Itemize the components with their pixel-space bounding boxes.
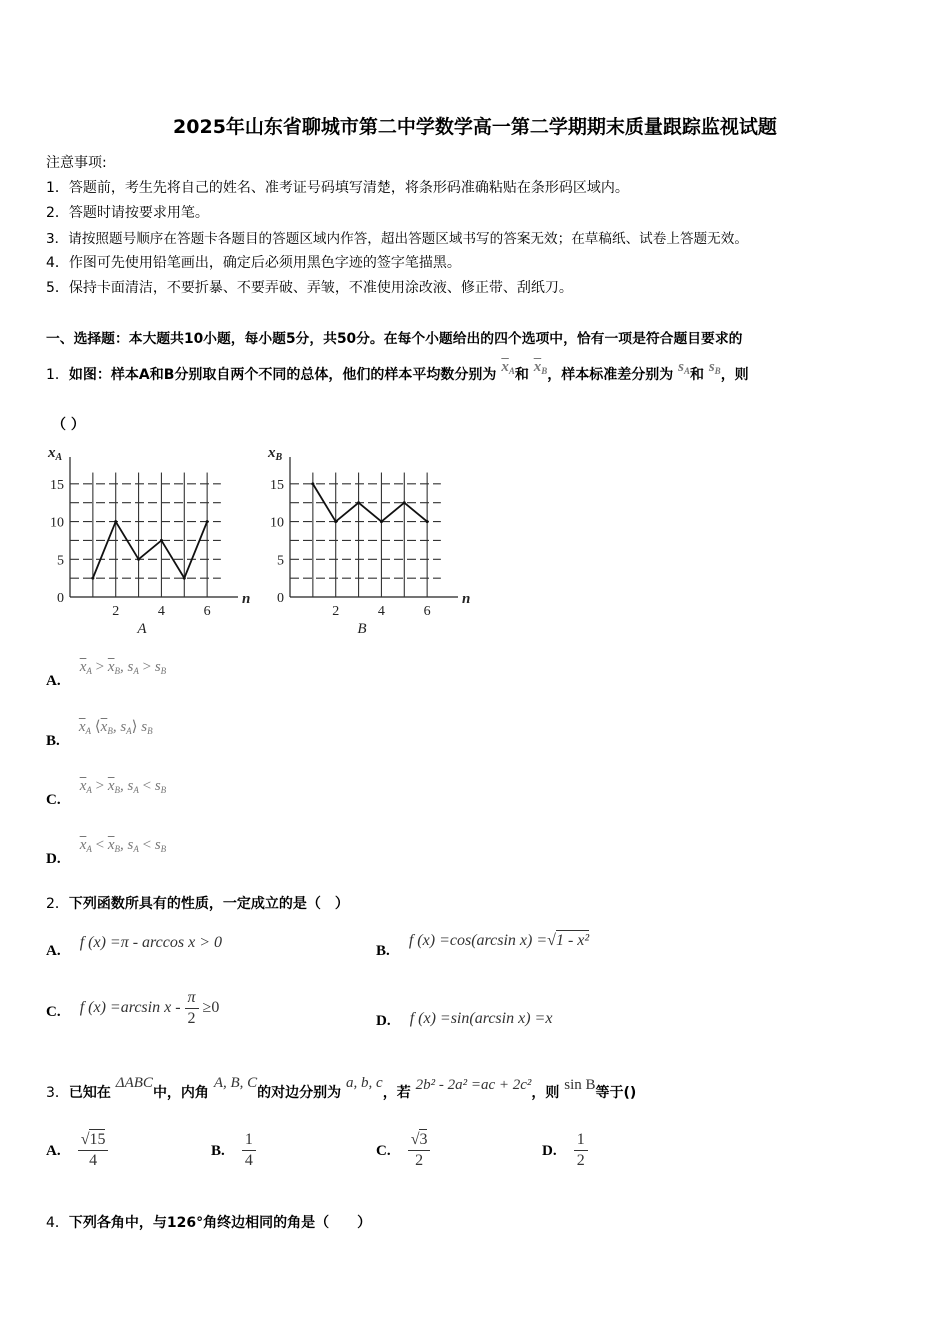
option-label: A. xyxy=(46,1143,61,1159)
q3-option-c xyxy=(376,1130,430,1171)
question-4 xyxy=(46,1212,371,1232)
question-number: 3． xyxy=(46,1085,69,1101)
q1-text-b: ，样本标准差分别为 xyxy=(547,367,674,383)
notice-item-5: 5．保持卡面清洁，不要折暴、不要弄破、弄皱，不准使用涂改液、修正带、刮纸刀。 xyxy=(46,280,573,296)
x-tick-label: 2 xyxy=(112,604,120,619)
x-axis-label: n xyxy=(242,591,251,607)
y-tick-label: 15 xyxy=(270,477,284,493)
option-label: D. xyxy=(46,851,61,867)
q2-option-d xyxy=(376,1008,552,1028)
q3-option-a xyxy=(46,1130,108,1171)
y-tick-label: 10 xyxy=(50,515,64,531)
x-tick-label: 4 xyxy=(377,604,385,619)
x-tick-label: 4 xyxy=(157,604,165,619)
q3-condition: 2b² - 2a² =ac + 2c² xyxy=(415,1077,532,1093)
q3-sides: a, b, c xyxy=(346,1075,383,1091)
data-point xyxy=(380,520,383,523)
q4-text: 下列各角中，与126°角终边相同的角是（ ） xyxy=(68,1215,372,1231)
q1-option-d xyxy=(46,834,167,867)
notice-item-1: 1．答题前，考生先将自己的姓名、准考证号码填写清楚，将条形码准确粘贴在条形码区域内。 xyxy=(46,180,629,196)
option-expr: $\overline{x}_A > \overline{x}_B$, $s_A > s_B$ xyxy=(79,659,167,676)
option-label: B. xyxy=(211,1143,225,1159)
std-b: $s_B$ xyxy=(708,359,721,376)
option-expr: f (x) =sin(arcsin x) =x xyxy=(409,1010,553,1027)
fraction: $\frac{1}{2}$ xyxy=(574,1130,588,1171)
data-point xyxy=(91,577,94,580)
question-3: 3．已知在 ΔABC中，内角 A, B, C的对边分别为 a, b, c，若 2b² - 2a² =ac + 2c²，则 sin B等于() xyxy=(46,1075,637,1101)
series-line xyxy=(93,522,207,579)
q3-option-d xyxy=(542,1130,588,1171)
question-number: 4． xyxy=(46,1215,69,1231)
option-label: C. xyxy=(46,1004,61,1021)
x-tick-label: 6 xyxy=(203,604,211,619)
q2-option-c xyxy=(46,988,219,1029)
notice-item-3: 3．请按照题号顺序在答题卡各题目的答题区域内作答，超出答题区域书写的答案无效；在草稿纸、试卷上答题无效。 xyxy=(46,231,748,247)
q1-paren: （ ） xyxy=(52,417,85,433)
q1-option-b xyxy=(46,716,153,749)
data-point xyxy=(426,520,429,523)
x-tick-label: 6 xyxy=(423,604,431,619)
q1-and-1: 和 xyxy=(514,367,529,383)
option-expr: $\overline{x}_A < \overline{x}_B$, $s_A < s_B$ xyxy=(79,837,167,854)
q1-and-2: 和 xyxy=(689,367,704,383)
data-point xyxy=(334,520,337,523)
option-expr: f (x) =arcsin x - $\frac{\pi}{2}$ ≥0 xyxy=(79,989,220,1027)
y-tick-label: 5 xyxy=(57,553,64,569)
question-number: 1． xyxy=(46,367,69,383)
mean-b: $\overline{x}_B$ xyxy=(533,359,548,376)
question-2 xyxy=(46,893,349,913)
q1-option-a xyxy=(46,656,167,689)
q1-text-a: 如图：样本A和B分别取自两个不同的总体，他们的样本平均数分别为 xyxy=(68,367,497,383)
q2-text: 下列函数所具有的性质，一定成立的是（ ） xyxy=(68,896,349,912)
q3-triangle: ΔABC xyxy=(115,1075,153,1091)
q1-text-c: ，则 xyxy=(720,367,749,383)
y-tick-label: 10 xyxy=(270,515,284,531)
chart-title: A xyxy=(137,621,147,637)
mean-a: $\overline{x}_A$ xyxy=(501,359,515,376)
q3-option-b xyxy=(211,1130,256,1171)
option-expr: $\overline{x}_A > \overline{x}_B$, $s_A < s_B$ xyxy=(79,778,167,795)
y-tick-label: 5 xyxy=(277,553,284,569)
q3-target: sin B xyxy=(564,1077,596,1093)
notice-item-4: 4．作图可先使用铅笔画出，确定后必须用黑色字迹的签字笔描黑。 xyxy=(46,255,461,271)
x-axis-label: n xyxy=(462,591,471,607)
std-a: $s_A$ xyxy=(678,359,690,376)
fraction: $\frac{1}{4}$ xyxy=(242,1130,256,1171)
question-number: 2． xyxy=(46,896,69,912)
q1-option-c xyxy=(46,775,167,808)
option-expr: f (x) =π - arccos x > 0 xyxy=(79,934,222,951)
data-point xyxy=(160,539,163,542)
question-1 xyxy=(46,359,749,384)
page-title: 2025年山东省聊城市第二中学数学高一第二学期期末质量跟踪监视试题 xyxy=(173,116,777,138)
section-heading: 一、选择题：本大题共10小题，每小题5分，共50分。在每个小题给出的四个选项中，恰有一项是符合题目要求的 xyxy=(46,331,743,347)
data-point xyxy=(403,501,406,504)
y-axis-label: $x_B$ xyxy=(268,445,283,463)
option-label: C. xyxy=(376,1143,391,1159)
fraction: $\frac{√15}{4}$ xyxy=(78,1130,109,1171)
data-point xyxy=(357,501,360,504)
q2-option-a xyxy=(46,932,222,959)
y-tick-label: 15 xyxy=(50,477,64,493)
option-label: D. xyxy=(542,1143,557,1159)
option-expr: $\overline{x}_A$ $⟨\overline{x}_B$, $s_A⟩$ $s_B$ xyxy=(78,719,153,736)
q1-charts xyxy=(40,442,471,638)
option-expr: f (x) =cos(arcsin x) =√1 - x² xyxy=(408,932,590,949)
notice-heading: 注意事项: xyxy=(46,155,107,171)
fraction: $\frac{√3}{2}$ xyxy=(408,1130,431,1171)
y-tick-label: 0 xyxy=(277,591,284,606)
q2-option-b xyxy=(376,930,590,959)
data-point xyxy=(137,558,140,561)
y-axis-label: $x_A$ xyxy=(48,445,63,463)
option-label: A. xyxy=(46,673,61,689)
chart-title: B xyxy=(357,621,367,637)
notice-item-2: 2．答题时请按要求用笔。 xyxy=(46,205,209,221)
option-label: D. xyxy=(376,1013,391,1029)
option-label: B. xyxy=(46,733,60,749)
y-tick-label: 0 xyxy=(57,591,64,606)
data-point xyxy=(114,520,117,523)
q3-angles: A, B, C xyxy=(213,1075,258,1091)
option-label: A. xyxy=(46,943,61,959)
option-label: B. xyxy=(376,943,390,959)
data-point xyxy=(206,520,209,523)
fraction: $\frac{\pi}{2}$ xyxy=(185,988,199,1029)
x-tick-label: 2 xyxy=(332,604,340,619)
data-point xyxy=(183,577,186,580)
option-label: C. xyxy=(46,792,61,808)
data-point xyxy=(311,482,314,485)
